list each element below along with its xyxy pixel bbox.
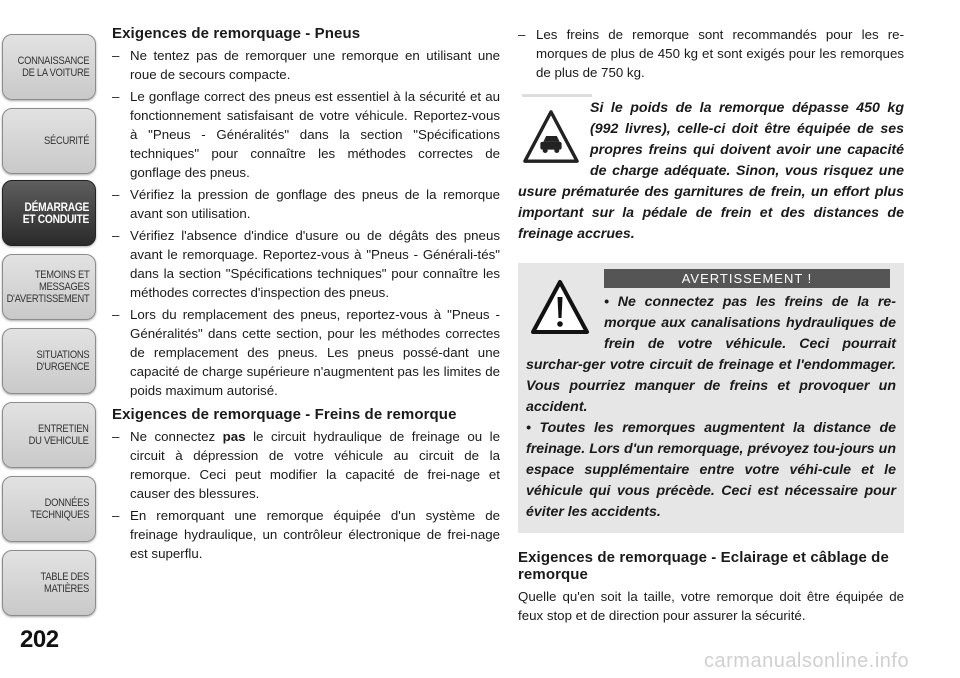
tab-label: TEMOINS ET MESSAGES D'AVERTISSEMENT — [6, 269, 89, 305]
brakes-weight-list — [518, 25, 904, 82]
tab-label: TABLE DES MATIÈRES — [40, 571, 89, 595]
list-item: – Les freins de remorque sont recommandés pour les re-morques de plus de 450 kg et sont exigés pour les remorques de plus de 750 kg. — [518, 25, 904, 82]
tab-temoins[interactable] — [2, 254, 96, 320]
lighting-body: Quelle qu'en soit la taille, votre remorque doit être équipée de feux stop et de direction pour assurer la sécurité. — [518, 589, 904, 623]
tab-entretien[interactable] — [2, 402, 96, 468]
warning-paragraph: • Ne connectez pas les freins de la re-morque aux canalisations hydrauliques de frein de votre véhicule. Ceci pourrait surchar-ger votre circuit de freinage et l'endommager. Vous pourriez manquer de freins et provoquer un accident. — [526, 294, 896, 415]
list-item: – Lors du remplacement des pneus, reportez-vous à "Pneus - Généralités" dans cette section, pour les méthodes correctes de remplacement des pneus. Les pneus possé-dant une capacité de charge supérieure n'augmentent pas les limites de poids maximum autorisé. — [112, 305, 500, 400]
warning-triangle-icon — [530, 279, 590, 335]
chapter-sidebar — [0, 0, 98, 678]
list-item: – Vérifiez l'absence d'indice d'usure ou de dégâts des pneus avant le remorquage. Reportez-vous à "Pneus - Générali-tés" dans la section "Spécifications techniques" pour connaître les méthodes correctes d'inspection des pneus. — [112, 226, 500, 302]
section-title-brakes: Exigences de remorquage - Freins de remorque — [112, 406, 457, 423]
tab-situations[interactable] — [2, 328, 96, 394]
brakes-list — [112, 427, 500, 563]
caution-note — [518, 94, 904, 245]
page-number: 202 — [20, 626, 59, 653]
right-column — [518, 25, 904, 625]
tab-securite[interactable] — [2, 108, 96, 174]
tab-label: SITUATIONS D'URGENCE — [35, 349, 89, 373]
text-run: Ne connectez — [130, 429, 223, 444]
tab-label: SÉCURITÉ — [43, 135, 89, 147]
list-item: – Vérifiez la pression de gonflage des pneus de la remorque avant son utilisation. — [112, 185, 500, 223]
warning-title: AVERTISSEMENT ! — [604, 269, 890, 288]
tab-demarrage[interactable] — [2, 180, 96, 246]
list-item: – Ne tentez pas de remorquer une remorque en utilisant une roue de secours compacte. — [112, 46, 500, 84]
tab-connaissance[interactable] — [2, 34, 96, 100]
section-title-tires: Exigences de remorquage - Pneus — [112, 25, 361, 42]
tab-label: ENTRETIEN DU VEHICULE — [28, 423, 89, 447]
warning-paragraph: • Toutes les remorques augmentent la distance de freinage. Lors d'un remorquage, prévoyez tou-jours un espace supplémentaire entre votre véhi-cule et le véhicule qui vous précède. Ceci est nécessaire pour éviter les accidents. — [526, 420, 896, 520]
section-title-lighting: Exigences de remorquage - Eclairage et câblage de remorque — [518, 549, 889, 583]
warning-box — [518, 263, 904, 533]
tab-donnees[interactable] — [2, 476, 96, 542]
text-run: le circuit hydraulique de freinage ou le circuit à dépression de votre véhicule au circuit de la remorque. Ceci peut modifier la capacité de frei-nage et causer des blessures. — [130, 429, 500, 501]
emphasis: pas — [222, 429, 246, 444]
tires-list — [112, 46, 500, 400]
list-item: – Le gonflage correct des pneus est essentiel à la sécurité et au fonctionnement satisfaisant de votre véhicule. Reportez-vous à "Pneus - Généralités" dans la section "Spécifications techniques" pour connaître les méthodes correctes de gonflage des pneus. — [112, 87, 500, 182]
tab-table-matieres[interactable] — [2, 550, 96, 616]
list-item: – En remorquant une remorque équipée d'un système de freinage hydraulique, un contrôleur électronique de frei-nage est superflu. — [112, 506, 500, 563]
list-item — [112, 427, 500, 503]
tab-label: DONNÉES TECHNIQUES — [30, 497, 89, 521]
left-column — [112, 25, 500, 569]
vehicle-caution-icon — [522, 108, 580, 166]
note-rule — [522, 94, 592, 97]
watermark: carmanualsonline.info — [704, 650, 910, 672]
note-text: Si le poids de la remorque dépasse 450 kg (992 livres), celle-ci doit être équipée de ses propres freins qui doivent avoir une capacité de charge adéquate. Sinon, vous risquez une usure prématurée des garnitures de frein, un effort plus important sur la pédale de frein et des distances de freinage accrues. — [518, 100, 904, 242]
tab-label: DÉMARRAGE ET CONDUITE — [22, 200, 90, 226]
tab-label: CONNAISSANCE DE LA VOITURE — [17, 55, 89, 79]
